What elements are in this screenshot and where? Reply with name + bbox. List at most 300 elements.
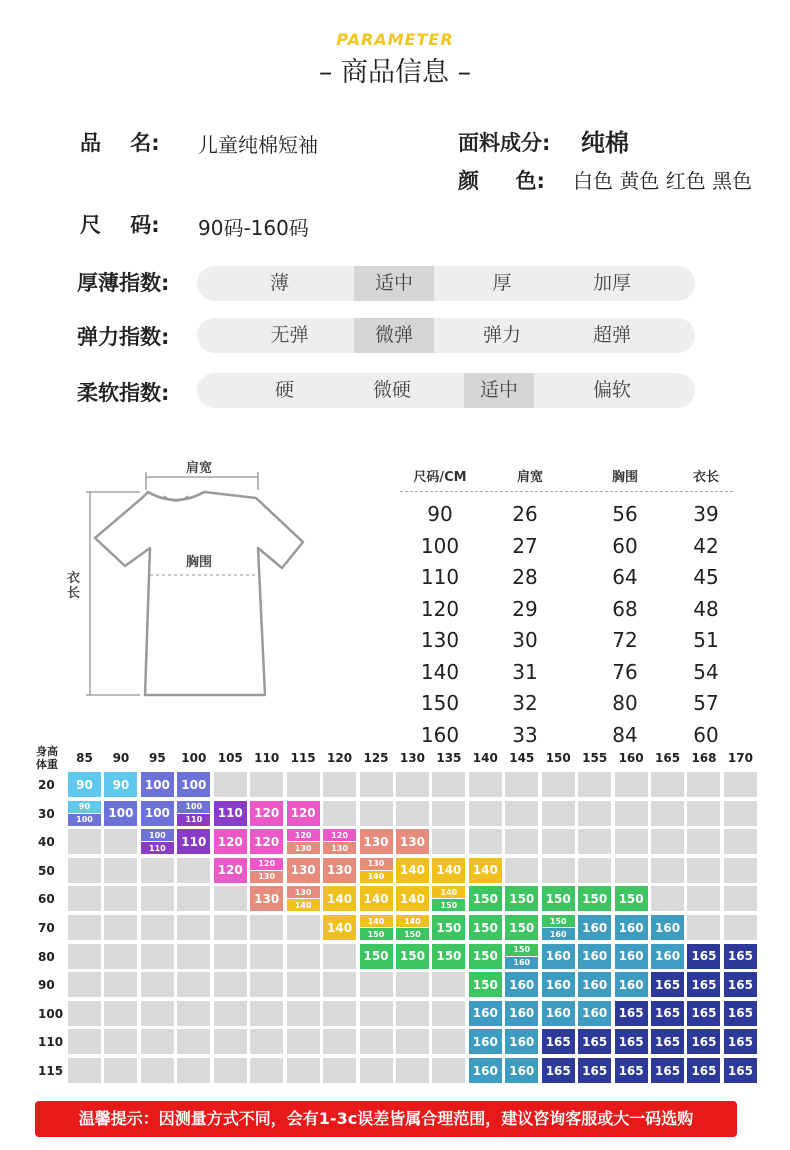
grid-cell-empty bbox=[104, 1029, 137, 1054]
grid-cell-size: 160 bbox=[578, 915, 611, 940]
chest-label: 胸围 bbox=[186, 555, 213, 570]
grid-cell-empty bbox=[724, 801, 757, 826]
grid-cell-empty bbox=[214, 1001, 247, 1026]
grid-cell-size: 110 bbox=[141, 842, 174, 854]
grid-cell-empty bbox=[250, 972, 283, 997]
grid-cell-size: 110 bbox=[214, 801, 247, 826]
size-table-cell: 56 bbox=[612, 502, 638, 526]
grid-cell-size: 150 bbox=[615, 886, 648, 911]
grid-cell-empty bbox=[141, 886, 174, 911]
name-label: 品 名: bbox=[80, 131, 160, 155]
grid-cell-size: 140 bbox=[360, 915, 393, 927]
grid-cell-size: 130 bbox=[323, 842, 356, 854]
grid-cell-empty bbox=[68, 1001, 101, 1026]
size-table-cell: 28 bbox=[512, 565, 538, 589]
grid-cell-size: 130 bbox=[287, 858, 320, 883]
grid-cell-empty bbox=[141, 915, 174, 940]
color-value: 白色 黄色 红色 黑色 bbox=[573, 169, 753, 193]
grid-cell-split bbox=[360, 915, 393, 940]
grid-cell-size: 160 bbox=[615, 944, 648, 969]
grid-cell-size: 100 bbox=[141, 829, 174, 841]
size-table-cell: 64 bbox=[612, 565, 638, 589]
length-label: 衣长 bbox=[67, 571, 81, 601]
grid-cell-empty bbox=[177, 915, 210, 940]
grid-cell-size: 130 bbox=[360, 858, 393, 870]
grid-cell-size: 160 bbox=[505, 957, 538, 969]
grid-cell-empty bbox=[360, 1029, 393, 1054]
grid-cell-size: 150 bbox=[505, 915, 538, 940]
grid-cell-empty bbox=[687, 772, 720, 797]
grid-cell-empty bbox=[214, 915, 247, 940]
grid-cell-empty bbox=[615, 829, 648, 854]
size-table-cell: 60 bbox=[612, 533, 638, 558]
grid-cell-size: 140 bbox=[469, 858, 502, 883]
grid-cell-empty bbox=[68, 858, 101, 883]
size-table-cell: 72 bbox=[612, 628, 638, 652]
size-table-cell: 51 bbox=[693, 628, 719, 652]
grid-cell-empty bbox=[287, 1058, 320, 1083]
grid-cell-empty bbox=[687, 886, 720, 911]
grid-cell-empty bbox=[469, 772, 502, 797]
grid-cell-empty bbox=[250, 915, 283, 940]
grid-cell-empty bbox=[469, 801, 502, 826]
grid-cell-split bbox=[287, 886, 320, 911]
size-table-header: 胸围 bbox=[611, 470, 638, 485]
grid-cell-empty bbox=[250, 1029, 283, 1054]
size-table-cell: 27 bbox=[512, 533, 538, 558]
grid-cell-size: 150 bbox=[469, 886, 502, 911]
grid-cell-empty bbox=[651, 858, 684, 883]
grid-cell-empty bbox=[432, 772, 465, 797]
elasticity-option: 弹力 bbox=[482, 324, 521, 346]
grid-cell-size: 140 bbox=[396, 858, 429, 883]
grid-cell-empty bbox=[360, 1001, 393, 1026]
grid-cell-empty bbox=[396, 1001, 429, 1026]
grid-cell-size: 150 bbox=[432, 899, 465, 911]
grid-cell-size: 160 bbox=[542, 944, 575, 969]
size-table-divider bbox=[400, 491, 733, 492]
grid-cell-size: 160 bbox=[542, 972, 575, 997]
grid-cell-empty bbox=[104, 886, 137, 911]
grid-cell-empty bbox=[214, 1029, 247, 1054]
grid-cell-size: 130 bbox=[360, 829, 393, 854]
grid-height-header: 160 bbox=[618, 751, 644, 765]
grid-cell-empty bbox=[687, 915, 720, 940]
grid-weight-header: 40 bbox=[38, 835, 55, 850]
grid-cell-size: 140 bbox=[396, 886, 429, 911]
grid-cell-empty bbox=[68, 829, 101, 854]
grid-cell-size: 90 bbox=[104, 772, 137, 797]
grid-cell-empty bbox=[469, 829, 502, 854]
size-table-cell: 120 bbox=[420, 596, 460, 621]
thickness-label: 厚薄指数: bbox=[77, 271, 170, 295]
grid-cell-empty bbox=[542, 829, 575, 854]
size-value: 90码-160码 bbox=[198, 216, 309, 240]
grid-cell-size: 130 bbox=[287, 842, 320, 854]
grid-cell-size: 160 bbox=[505, 1029, 538, 1054]
grid-cell-empty bbox=[432, 972, 465, 997]
grid-cell-size: 150 bbox=[505, 886, 538, 911]
grid-cell-size: 150 bbox=[360, 944, 393, 969]
size-label: 尺 码: bbox=[80, 213, 160, 237]
grid-cell-empty bbox=[615, 801, 648, 826]
grid-cell-split bbox=[177, 801, 210, 826]
grid-cell-size: 165 bbox=[687, 1001, 720, 1026]
grid-cell-empty bbox=[323, 1001, 356, 1026]
size-table-cell: 100 bbox=[420, 533, 460, 558]
grid-corner-weight: 体重 bbox=[36, 758, 58, 771]
grid-cell-split bbox=[141, 829, 174, 854]
grid-cell-empty bbox=[724, 915, 757, 940]
grid-cell-empty bbox=[287, 944, 320, 969]
grid-cell-empty bbox=[432, 1001, 465, 1026]
grid-cell-size: 130 bbox=[250, 871, 283, 883]
grid-cell-size: 160 bbox=[542, 1001, 575, 1026]
size-table-cell: 90 bbox=[427, 502, 453, 526]
grid-cell-size: 160 bbox=[578, 944, 611, 969]
grid-cell-empty bbox=[360, 972, 393, 997]
grid-height-header: 85 bbox=[76, 751, 93, 765]
elasticity-index-bar bbox=[197, 318, 695, 353]
softness-option: 硬 bbox=[274, 379, 294, 401]
grid-cell-size: 160 bbox=[469, 1029, 502, 1054]
size-table-cell: 26 bbox=[512, 502, 538, 526]
size-table-cell: 30 bbox=[512, 628, 538, 652]
grid-height-header: 165 bbox=[655, 751, 681, 765]
grid-cell-size: 110 bbox=[177, 814, 210, 826]
grid-cell-empty bbox=[360, 772, 393, 797]
grid-weight-header: 100 bbox=[38, 1006, 64, 1021]
grid-cell-empty bbox=[651, 772, 684, 797]
grid-cell-size: 130 bbox=[287, 886, 320, 898]
grid-cell-size: 160 bbox=[651, 944, 684, 969]
grid-cell-empty bbox=[68, 886, 101, 911]
grid-cell-empty bbox=[104, 1001, 137, 1026]
grid-cell-size: 160 bbox=[615, 972, 648, 997]
softness-option-selected: 适中 bbox=[464, 373, 534, 408]
grid-height-header: 155 bbox=[582, 751, 608, 765]
grid-cell-size: 90 bbox=[68, 801, 101, 813]
grid-cell-empty bbox=[104, 972, 137, 997]
size-table-cell: 39 bbox=[693, 502, 719, 526]
size-table-cell: 150 bbox=[420, 691, 460, 715]
grid-cell-empty bbox=[724, 858, 757, 883]
grid-cell-size: 165 bbox=[615, 1058, 648, 1083]
grid-cell-size: 150 bbox=[578, 886, 611, 911]
grid-cell-empty bbox=[578, 801, 611, 826]
grid-cell-empty bbox=[214, 972, 247, 997]
grid-cell-empty bbox=[687, 801, 720, 826]
grid-cell-empty bbox=[177, 944, 210, 969]
grid-cell-size: 150 bbox=[469, 972, 502, 997]
grid-cell-empty bbox=[141, 972, 174, 997]
grid-weight-header: 30 bbox=[38, 806, 55, 821]
grid-cell-size: 160 bbox=[542, 928, 575, 940]
grid-cell-empty bbox=[432, 1058, 465, 1083]
grid-cell-empty bbox=[177, 1058, 210, 1083]
grid-cell-size: 120 bbox=[250, 829, 283, 854]
grid-cell-empty bbox=[396, 772, 429, 797]
elasticity-option: 无弹 bbox=[270, 324, 309, 346]
grid-cell-empty bbox=[615, 772, 648, 797]
grid-height-header: 168 bbox=[691, 751, 717, 765]
grid-cell-size: 165 bbox=[542, 1029, 575, 1054]
grid-cell-empty bbox=[177, 886, 210, 911]
grid-cell-empty bbox=[505, 801, 538, 826]
size-table-cell: 130 bbox=[420, 628, 460, 652]
grid-cell-size: 100 bbox=[177, 772, 210, 797]
grid-cell-empty bbox=[724, 886, 757, 911]
size-table-cell: 84 bbox=[612, 722, 638, 747]
grid-cell-empty bbox=[287, 1029, 320, 1054]
grid-cell-empty bbox=[505, 829, 538, 854]
grid-cell-size: 160 bbox=[578, 972, 611, 997]
size-table-header: 肩宽 bbox=[516, 470, 543, 485]
size-table-cell: 110 bbox=[420, 565, 460, 589]
size-table-cell: 29 bbox=[512, 596, 538, 621]
thickness-index-bar bbox=[197, 266, 695, 301]
grid-cell-empty bbox=[68, 944, 101, 969]
grid-cell-size: 165 bbox=[687, 972, 720, 997]
grid-cell-size: 165 bbox=[687, 944, 720, 969]
size-table-header: 尺码/CM bbox=[413, 470, 467, 485]
grid-cell-empty bbox=[141, 944, 174, 969]
elasticity-option: 超弹 bbox=[592, 324, 631, 346]
grid-cell-empty bbox=[141, 858, 174, 883]
grid-cell-empty bbox=[432, 1029, 465, 1054]
grid-cell-size: 120 bbox=[250, 858, 283, 870]
grid-cell-split bbox=[287, 829, 320, 854]
grid-cell-size: 165 bbox=[687, 1029, 720, 1054]
grid-cell-size: 165 bbox=[687, 1058, 720, 1083]
grid-cell-size: 165 bbox=[542, 1058, 575, 1083]
grid-cell-empty bbox=[104, 858, 137, 883]
grid-cell-size: 165 bbox=[724, 1058, 757, 1083]
grid-weight-header: 110 bbox=[38, 1035, 64, 1050]
grid-cell-size: 100 bbox=[104, 801, 137, 826]
grid-cell-empty bbox=[68, 1058, 101, 1083]
grid-weight-header: 80 bbox=[38, 949, 55, 964]
size-table-header: 衣长 bbox=[692, 470, 719, 485]
grid-cell-size: 140 bbox=[360, 886, 393, 911]
grid-height-header: 140 bbox=[472, 751, 498, 765]
grid-cell-size: 150 bbox=[396, 928, 429, 940]
grid-height-header: 120 bbox=[327, 751, 353, 765]
grid-cell-size: 100 bbox=[141, 772, 174, 797]
grid-cell-size: 165 bbox=[578, 1058, 611, 1083]
grid-cell-empty bbox=[287, 915, 320, 940]
grid-cell-empty bbox=[542, 801, 575, 826]
grid-cell-size: 165 bbox=[578, 1029, 611, 1054]
grid-cell-empty bbox=[323, 772, 356, 797]
grid-cell-size: 130 bbox=[396, 829, 429, 854]
grid-cell-size: 160 bbox=[615, 915, 648, 940]
grid-cell-split bbox=[432, 886, 465, 911]
name-value: 儿童纯棉短袖 bbox=[198, 133, 318, 157]
grid-cell-empty bbox=[578, 858, 611, 883]
grid-cell-size: 140 bbox=[360, 871, 393, 883]
parameter-label: PARAMETER bbox=[336, 30, 454, 49]
size-table-cell: 57 bbox=[693, 691, 719, 715]
grid-cell-empty bbox=[687, 829, 720, 854]
grid-cell-empty bbox=[177, 858, 210, 883]
grid-weight-header: 20 bbox=[38, 778, 55, 792]
softness-option: 偏软 bbox=[592, 379, 631, 401]
grid-cell-empty bbox=[141, 1029, 174, 1054]
grid-cell-empty bbox=[214, 944, 247, 969]
grid-cell-size: 160 bbox=[505, 1001, 538, 1026]
grid-cell-empty bbox=[432, 829, 465, 854]
grid-cell-empty bbox=[542, 858, 575, 883]
grid-height-header: 135 bbox=[436, 751, 462, 765]
grid-cell-empty bbox=[250, 1058, 283, 1083]
size-table-cell: 60 bbox=[693, 722, 719, 747]
grid-cell-empty bbox=[323, 944, 356, 969]
grid-height-header: 105 bbox=[217, 751, 243, 765]
grid-cell-size: 150 bbox=[469, 915, 502, 940]
grid-corner bbox=[36, 745, 58, 771]
grid-cell-empty bbox=[542, 772, 575, 797]
grid-cell-size: 130 bbox=[323, 858, 356, 883]
grid-cell-empty bbox=[177, 1029, 210, 1054]
softness-index-bar bbox=[197, 373, 695, 408]
grid-cell-size: 150 bbox=[505, 944, 538, 956]
grid-weight-header: 50 bbox=[38, 863, 55, 878]
size-table-cell: 32 bbox=[512, 691, 538, 715]
grid-cell-empty bbox=[505, 772, 538, 797]
grid-cell-size: 165 bbox=[724, 944, 757, 969]
grid-cell-split bbox=[505, 944, 538, 969]
grid-cell-empty bbox=[287, 1001, 320, 1026]
grid-cell-size: 165 bbox=[651, 1001, 684, 1026]
grid-cell-size: 140 bbox=[323, 915, 356, 940]
grid-cell-empty bbox=[287, 772, 320, 797]
grid-cell-size: 140 bbox=[323, 886, 356, 911]
grid-height-header: 110 bbox=[254, 751, 280, 765]
grid-cell-size: 150 bbox=[360, 928, 393, 940]
grid-cell-size: 165 bbox=[724, 1001, 757, 1026]
grid-cell-split bbox=[542, 915, 575, 940]
grid-cell-empty bbox=[651, 801, 684, 826]
size-table-cell: 48 bbox=[693, 596, 719, 621]
tshirt-diagram bbox=[70, 460, 320, 710]
grid-cell-size: 100 bbox=[68, 814, 101, 826]
grid-cell-empty bbox=[250, 1001, 283, 1026]
thickness-option: 加厚 bbox=[592, 272, 631, 294]
grid-cell-empty bbox=[68, 972, 101, 997]
grid-weight-header: 90 bbox=[38, 978, 55, 993]
grid-cell-empty bbox=[360, 1058, 393, 1083]
grid-cell-split bbox=[68, 801, 101, 826]
grid-cell-size: 165 bbox=[651, 1058, 684, 1083]
fabric-label: 面料成分: bbox=[458, 131, 551, 155]
grid-cell-split bbox=[323, 829, 356, 854]
grid-cell-empty bbox=[104, 829, 137, 854]
grid-cell-empty bbox=[177, 1001, 210, 1026]
grid-cell-size: 140 bbox=[432, 886, 465, 898]
grid-cell-size: 150 bbox=[396, 944, 429, 969]
thickness-option-selected: 适中 bbox=[354, 266, 434, 301]
grid-cell-size: 160 bbox=[505, 1058, 538, 1083]
grid-corner-height: 身高 bbox=[36, 745, 58, 758]
elasticity-option-selected: 微弹 bbox=[354, 318, 434, 353]
grid-cell-empty bbox=[250, 772, 283, 797]
grid-cell-empty bbox=[651, 829, 684, 854]
grid-cell-empty bbox=[68, 1029, 101, 1054]
grid-cell-split bbox=[396, 915, 429, 940]
grid-height-header: 145 bbox=[509, 751, 535, 765]
size-table-cell: 33 bbox=[512, 722, 538, 747]
grid-cell-size: 150 bbox=[542, 886, 575, 911]
shoulder-label: 肩宽 bbox=[186, 461, 213, 476]
grid-cell-empty bbox=[323, 1058, 356, 1083]
grid-weight-header: 60 bbox=[38, 892, 55, 907]
grid-height-header: 90 bbox=[112, 751, 130, 765]
grid-cell-empty bbox=[578, 772, 611, 797]
grid-cell-empty bbox=[68, 915, 101, 940]
grid-cell-empty bbox=[323, 801, 356, 826]
grid-height-header: 170 bbox=[727, 751, 753, 765]
grid-cell-size: 120 bbox=[214, 829, 247, 854]
grid-height-header: 100 bbox=[181, 751, 207, 765]
grid-cell-size: 120 bbox=[287, 829, 320, 841]
grid-cell-split bbox=[250, 858, 283, 883]
softness-label: 柔软指数: bbox=[77, 381, 170, 405]
size-table-cell: 76 bbox=[612, 659, 638, 684]
grid-cell-size: 140 bbox=[396, 915, 429, 927]
grid-cell-empty bbox=[104, 915, 137, 940]
grid-cell-size: 90 bbox=[68, 772, 101, 797]
thickness-option: 薄 bbox=[269, 272, 289, 294]
grid-cell-empty bbox=[578, 829, 611, 854]
grid-cell-size: 140 bbox=[432, 858, 465, 883]
grid-cell-size: 165 bbox=[615, 1001, 648, 1026]
grid-cell-split bbox=[360, 858, 393, 883]
grid-cell-empty bbox=[651, 886, 684, 911]
grid-cell-empty bbox=[141, 1001, 174, 1026]
grid-cell-empty bbox=[615, 858, 648, 883]
grid-cell-empty bbox=[432, 801, 465, 826]
grid-cell-size: 150 bbox=[432, 944, 465, 969]
size-table-cell: 42 bbox=[693, 533, 719, 558]
grid-cell-size: 165 bbox=[724, 1029, 757, 1054]
grid-cell-empty bbox=[250, 944, 283, 969]
grid-cell-empty bbox=[104, 1058, 137, 1083]
grid-cell-size: 150 bbox=[542, 915, 575, 927]
grid-cell-empty bbox=[287, 972, 320, 997]
grid-height-header: 150 bbox=[545, 751, 571, 765]
grid-cell-size: 120 bbox=[250, 801, 283, 826]
grid-cell-empty bbox=[323, 972, 356, 997]
grid-cell-size: 160 bbox=[469, 1001, 502, 1026]
grid-cell-empty bbox=[214, 1058, 247, 1083]
grid-cell-empty bbox=[724, 772, 757, 797]
size-table-cell: 80 bbox=[612, 691, 638, 715]
size-table-cell: 160 bbox=[420, 722, 460, 747]
grid-cell-size: 160 bbox=[505, 972, 538, 997]
grid-cell-size: 120 bbox=[214, 858, 247, 883]
size-table-cell: 54 bbox=[693, 659, 719, 684]
grid-height-header: 115 bbox=[290, 751, 316, 765]
grid-cell-size: 165 bbox=[615, 1029, 648, 1054]
grid-cell-empty bbox=[687, 858, 720, 883]
grid-cell-size: 160 bbox=[651, 915, 684, 940]
grid-cell-size: 160 bbox=[578, 1001, 611, 1026]
grid-cell-empty bbox=[396, 1058, 429, 1083]
softness-option: 微硬 bbox=[372, 379, 411, 401]
grid-cell-empty bbox=[141, 1058, 174, 1083]
grid-cell-empty bbox=[724, 829, 757, 854]
